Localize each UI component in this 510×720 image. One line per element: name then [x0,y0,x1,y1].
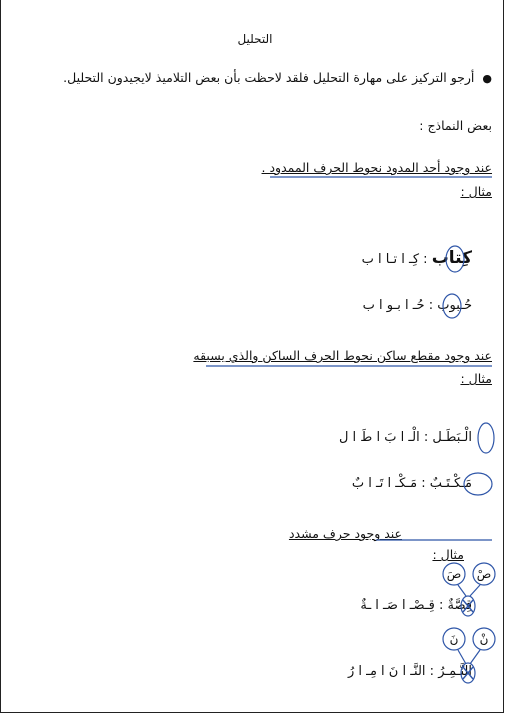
example-separator: : [423,252,428,267]
rule1-example-label: مثال : [460,184,492,199]
example-separator: : [423,430,429,445]
rule2-example-2 [352,476,472,491]
example-word: حُـبوب [437,298,472,313]
example-word: كِتاب [431,248,472,268]
rule1-example-1 [362,248,472,268]
example-analysis: كِـ ا تـا ا ب [361,252,420,267]
bullet-paragraph [63,70,492,85]
example-analysis: الْـ ا بَ ا طَ ا ل [338,430,420,445]
examples-heading: بعض النماذج : [419,118,492,133]
example-separator: : [428,298,434,313]
example-word: الْـبَطَـل [432,430,472,445]
bullet-icon: ● [482,72,492,85]
example-separator: : [429,664,435,679]
example-analysis: حُـ ا بـو ا ب [362,298,425,313]
example-word: مَـكْـتَـبٌ [429,476,472,491]
example-analysis: مَـكْـ ا تَـ ا بٌ [351,476,418,491]
rule2-example-label: مثال : [460,371,492,386]
example-separator: : [421,476,426,491]
rule3-example-label: مثال : [432,547,464,562]
page-title: التحليل [237,32,273,46]
example-word: النَّـمِـرُ [438,664,472,679]
shadda-letter-fatha: صَ [446,567,462,581]
rule1-example-2 [363,298,472,313]
shadda-letter-fatha: نَ [449,632,459,646]
example-word: قِصَّةٌ [447,598,472,613]
rule2-example-1 [339,430,472,445]
rule2-text: عند وجود مقطع ساكن نحوط الحرف الساكن والذي يسبقه [193,348,492,363]
bullet-text: أرجو التركيز على مهارة التحليل فلقد لاحظت بأن بعض التلاميذ لايجيدون التحليل. [63,70,475,85]
example-analysis: قِـصْـ ا صَـ ا ـةٌ [360,598,435,613]
rule3-example-2 [348,664,472,679]
rule3-example-1 [360,598,472,613]
example-analysis: النَّـ ا نَ ا مِـ ا رُ [347,664,426,679]
rule1-text: عند وجود أحد المدود نحوط الحرف الممدود . [261,160,492,175]
shadda-letter-sukun: صْ [476,567,492,581]
shadda-letter-sukun: نْ [479,632,489,646]
example-separator: : [439,598,444,613]
rule3-text: عند وجود حرف مشدد [288,526,402,541]
